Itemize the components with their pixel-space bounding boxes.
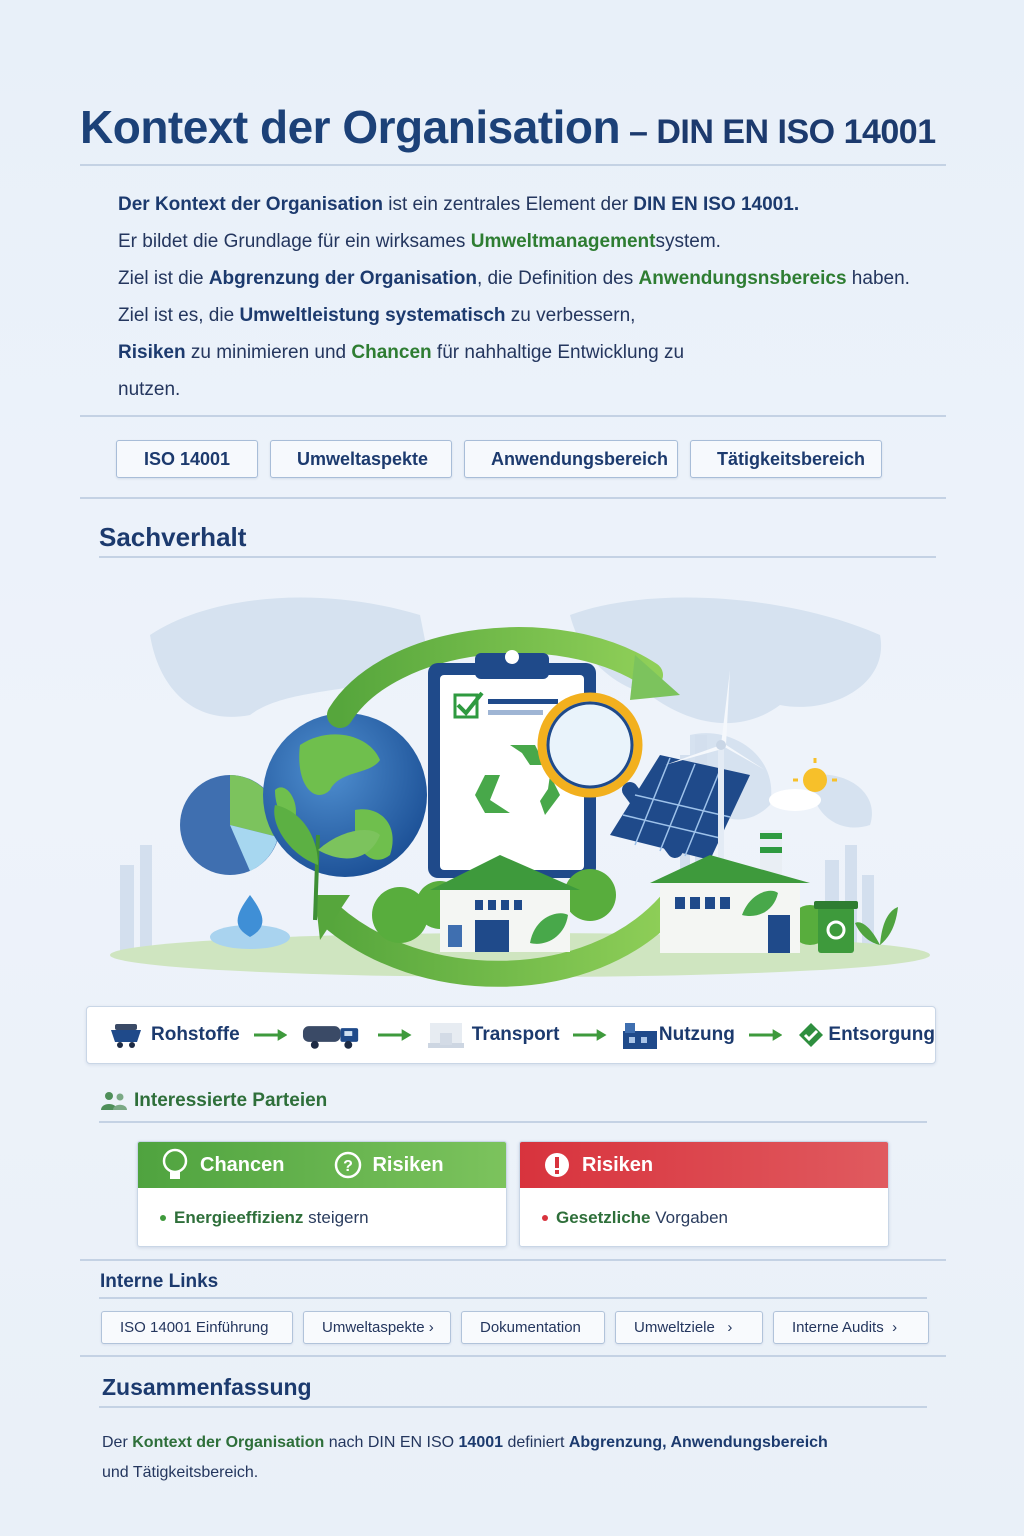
flow-label-nutzung: Nutzung [658, 1024, 735, 1045]
intro-l5-d: für nahhaltige Entwicklung zu [431, 342, 685, 363]
warning-icon [542, 1150, 572, 1180]
risks-item [520, 1188, 888, 1228]
question-icon [334, 1151, 362, 1179]
sachverhalt-divider [99, 556, 936, 558]
title-divider [80, 164, 946, 166]
tag-taetigkeitsbereich[interactable]: Tätigkeitsbereich [690, 440, 882, 478]
summary-b: Kontext der Organisation [132, 1434, 325, 1451]
lightbulb-icon [160, 1148, 190, 1182]
risks-item-rest: Vorgaben [650, 1208, 729, 1227]
page-title [80, 100, 950, 154]
svg-text:?: ? [343, 1158, 354, 1175]
recycle-icon [796, 1020, 826, 1050]
chances-item-rest: steigern [303, 1208, 369, 1227]
arrow-right-icon [254, 1028, 288, 1042]
flow-label-rohstoffe: Rohstoffe [151, 1024, 240, 1045]
intro-l5-b: zu minimieren und [185, 342, 352, 363]
intro-l1-a: Der Kontext der Organisation [118, 194, 383, 215]
chances-item [138, 1188, 506, 1228]
summary-a: Der [102, 1434, 133, 1451]
chances-risks-label: Risiken [372, 1153, 444, 1176]
summary-divider [99, 1406, 927, 1408]
intro-l3-c: , die Definition des [476, 268, 639, 289]
link-iso-einfuehrung[interactable]: ISO 14001 Einführung [101, 1311, 293, 1344]
tag-umweltaspekte[interactable]: Umweltaspekte [270, 440, 452, 478]
intro-line-6: nutzen. [118, 379, 181, 400]
bullet-red [542, 1215, 548, 1221]
water-drop-icon [210, 895, 290, 949]
intro-l1-b: ist ein zentrales Element der [383, 194, 634, 215]
intro-l3-e: haben. [846, 268, 910, 289]
risks-label: Risiken [582, 1153, 654, 1176]
risks-card-header [520, 1142, 888, 1188]
arrow-right-icon [378, 1028, 412, 1042]
bullet-green [160, 1215, 166, 1221]
page-title-main: Kontext der Organisation [80, 101, 621, 153]
intro-l2-c: system. [655, 231, 721, 252]
intro-line-5 [118, 334, 938, 371]
summary-heading: Zusammenfassung [102, 1374, 312, 1400]
intro-l3-a: Ziel ist die [118, 268, 209, 289]
chances-item-bold: Energieeffizienz [174, 1208, 304, 1227]
flow-step-nutzung[interactable] [621, 1019, 735, 1051]
intro-l5-a: Risiken [118, 342, 186, 363]
house-right-icon [650, 855, 810, 953]
chances-card-header [138, 1142, 506, 1188]
summary-d: 14001 [458, 1434, 504, 1451]
truck-icon [301, 1018, 364, 1052]
chances-card [137, 1141, 507, 1247]
link-dokumentation[interactable]: Dokumentation [461, 1311, 605, 1344]
arrow-right-icon [749, 1028, 783, 1042]
intro-line-1 [118, 186, 938, 223]
intro-line-3 [118, 260, 938, 297]
intro-l1-c: DIN EN ISO 14001. [633, 194, 800, 215]
lifecycle-flow [86, 1006, 936, 1064]
intro-l2-a: Er bildet die Grundlage für ein wirksames [118, 231, 471, 252]
chances-label: Chancen [200, 1153, 285, 1176]
intro-line-4 [118, 297, 938, 334]
page-title-sub: – DIN EN ISO 14001 [620, 113, 936, 151]
links-bottom-divider [80, 1355, 946, 1357]
intro-divider [80, 415, 946, 417]
summary-e: definiert [503, 1434, 569, 1451]
risks-card [519, 1141, 889, 1247]
intro-l4-a: Ziel ist es, die [118, 305, 240, 326]
parties-divider [99, 1121, 927, 1123]
arrow-right-icon [573, 1028, 607, 1042]
flow-label-entsorgung: Entsorgung [828, 1024, 936, 1045]
factory-icon [621, 1019, 659, 1051]
parties-heading [100, 1090, 327, 1112]
link-interne-audits[interactable]: Interne Audits › [773, 1311, 929, 1344]
flow-step-rohstoffe[interactable] [109, 1020, 240, 1050]
link-umweltaspekte[interactable]: Umweltaspekte › [303, 1311, 451, 1344]
grass-icon [855, 907, 898, 945]
intro-l3-b: Abgrenzung der Organisation [208, 268, 477, 289]
intro-l5-c: Chancen [351, 342, 432, 363]
summary-text [102, 1428, 902, 1488]
intro-text [118, 186, 938, 408]
environment-illustration [90, 575, 940, 995]
internal-links [101, 1311, 929, 1344]
links-heading: Interne Links [100, 1271, 219, 1292]
tag-iso-14001[interactable]: ISO 14001 [116, 440, 258, 478]
flow-step-transport[interactable] [426, 1019, 560, 1051]
sachverhalt-heading: Sachverhalt [99, 522, 247, 552]
parties-bottom-divider [80, 1259, 946, 1261]
tags-divider [80, 497, 946, 499]
parties-title: Interessierte Parteien [134, 1090, 328, 1111]
link-umweltziele[interactable]: Umweltziele › [615, 1311, 763, 1344]
risks-item-bold: Gesetzliche [556, 1208, 651, 1227]
intro-l4-b: Umweltleistung systematisch [239, 305, 506, 326]
intro-line-2 [118, 223, 938, 260]
intro-l2-b: Umweltmanagement [470, 231, 656, 252]
topic-tags [116, 440, 882, 478]
flow-step-entsorgung[interactable] [796, 1020, 935, 1050]
intro-l4-c: zu verbessern, [505, 305, 636, 326]
tag-anwendungsbereich[interactable]: Anwendungsbereich [464, 440, 678, 478]
flow-label-transport: Transport [471, 1024, 560, 1045]
links-divider [99, 1297, 927, 1299]
summary-g: und Tätigkeitsbereich. [102, 1464, 259, 1481]
summary-f: Abgrenzung, Anwendungsbereich [568, 1434, 828, 1451]
intro-l3-d: Anwendungsnsbereics [638, 268, 847, 289]
people-icon [100, 1090, 128, 1112]
summary-c: nach DIN EN ISO [324, 1434, 459, 1451]
warehouse-icon [426, 1019, 466, 1051]
mine-cart-icon [109, 1020, 143, 1050]
recycling-bin-icon [814, 901, 858, 953]
